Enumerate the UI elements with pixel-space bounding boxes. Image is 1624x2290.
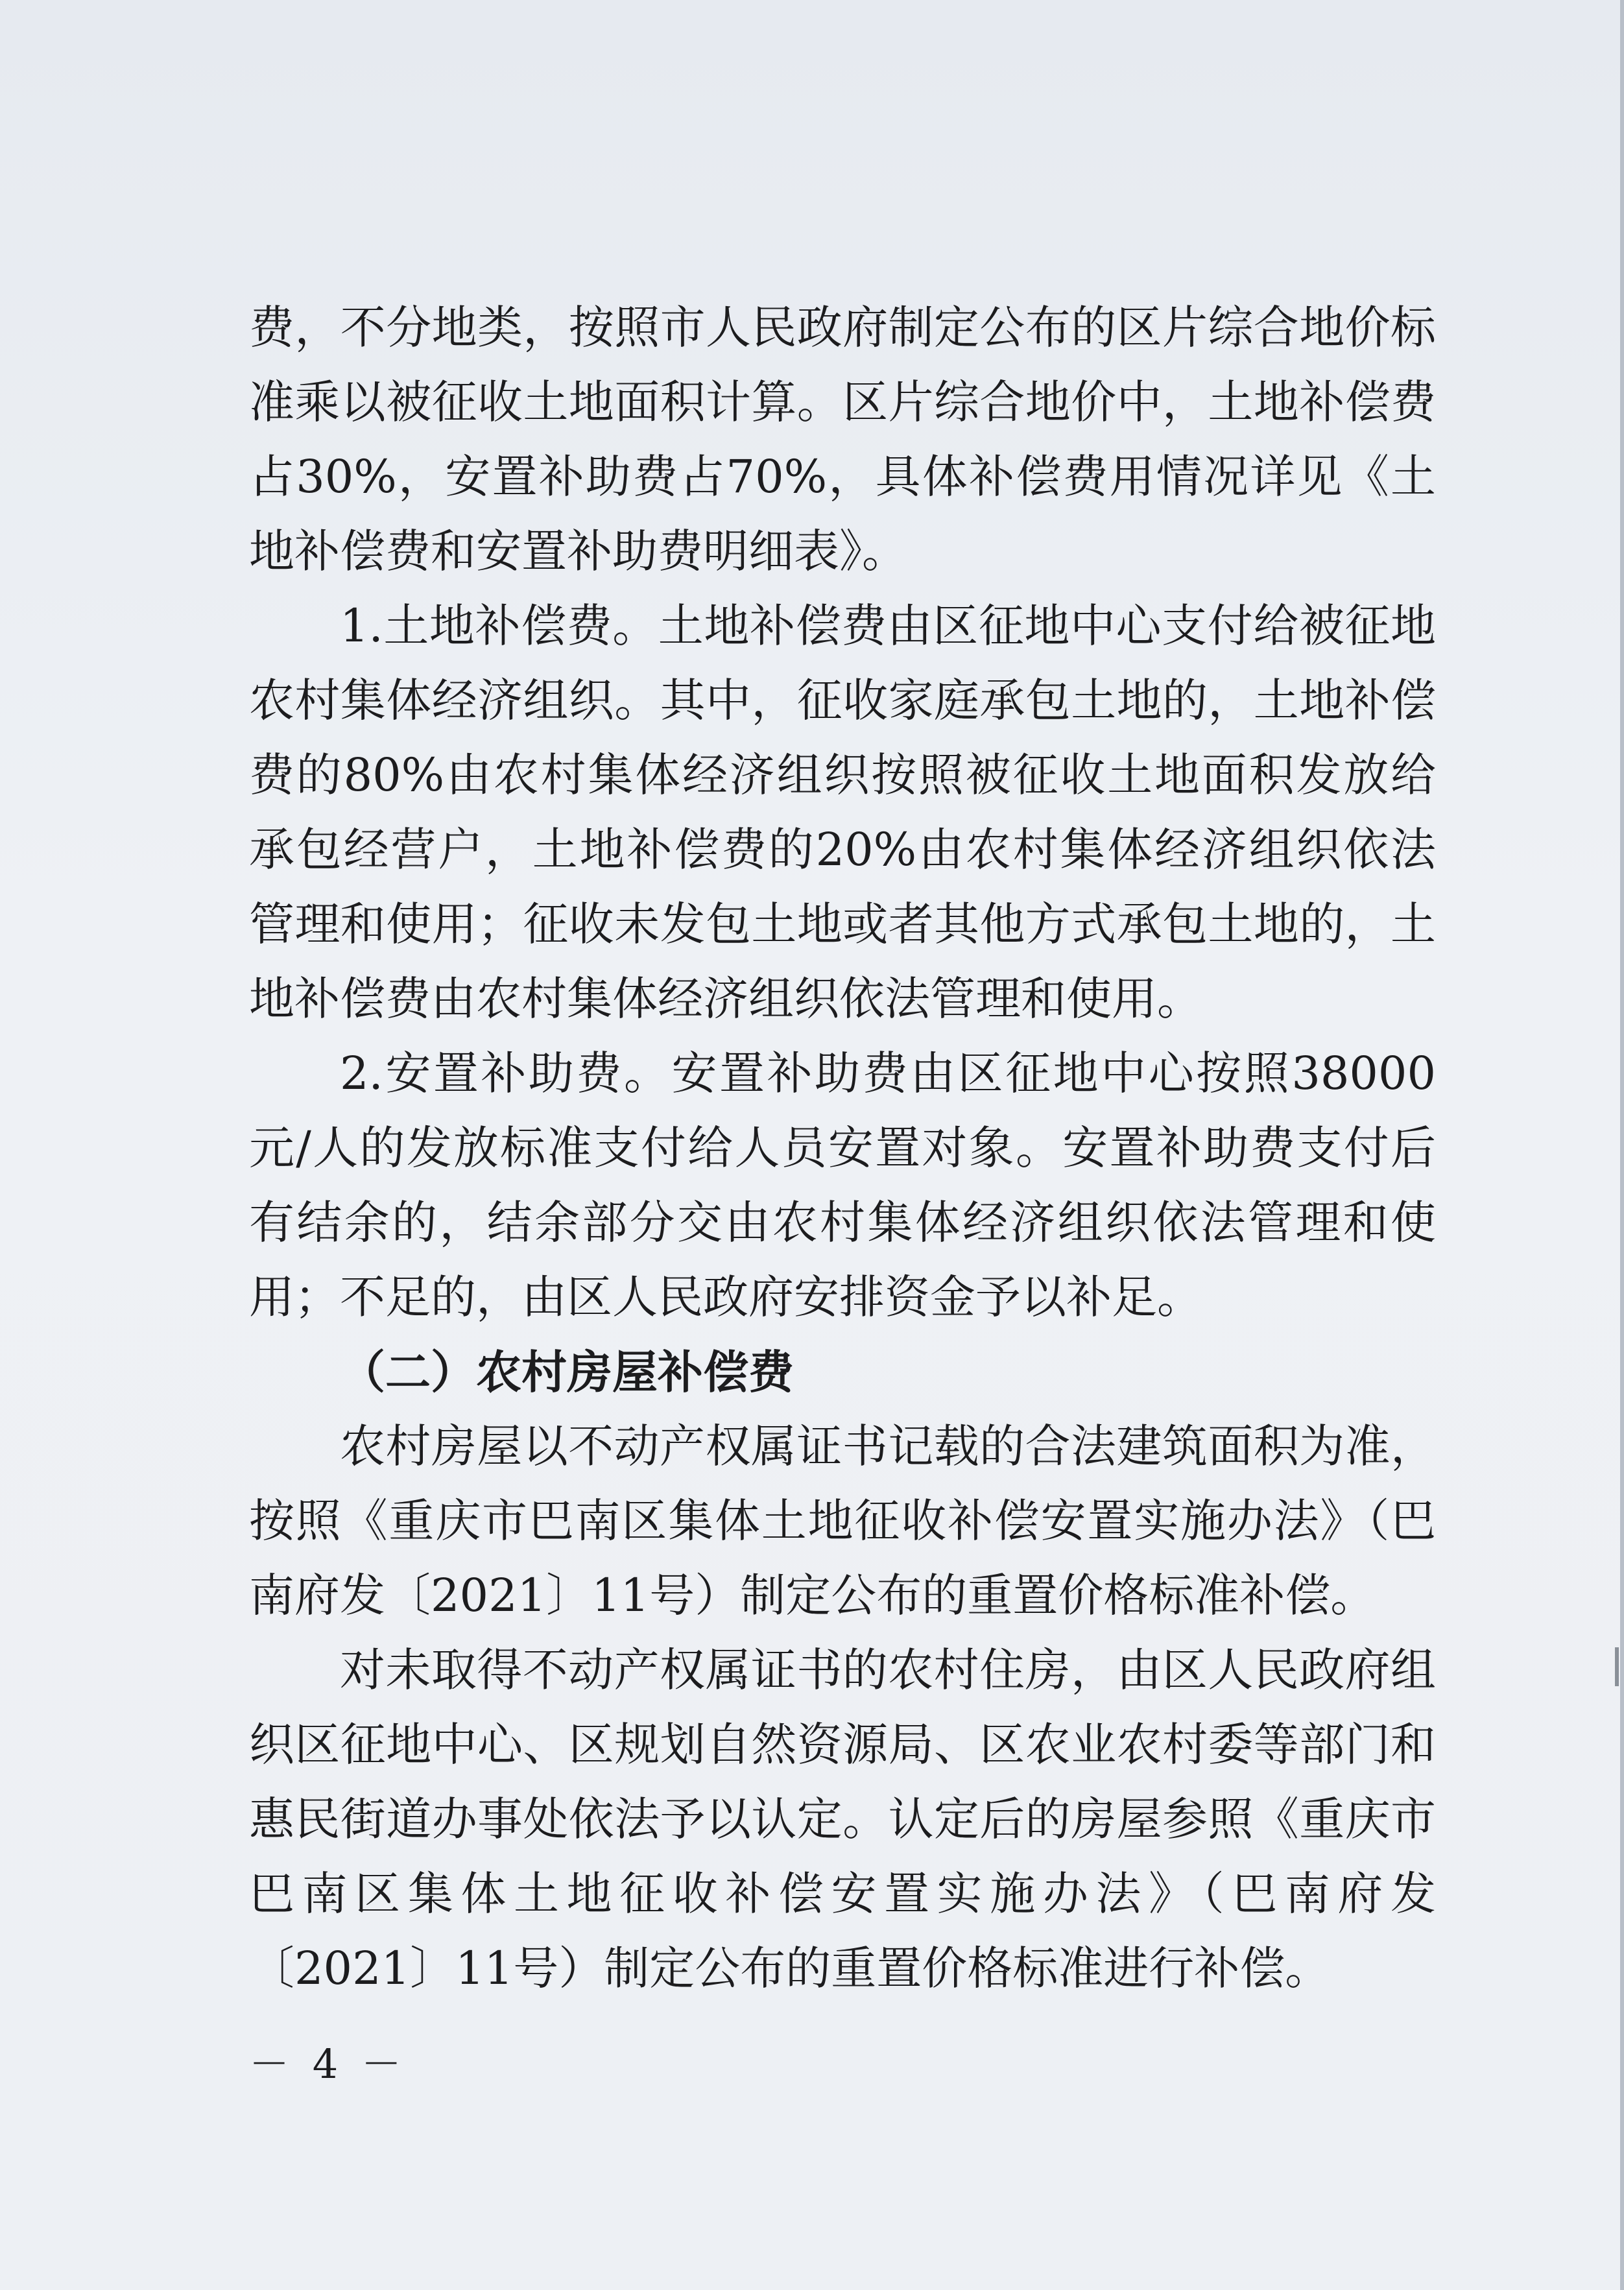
paragraph-resettlement-subsidy: 2.安置补助费。安置补助费由区征地中心按照38000元/人的发放标准支付给人员安置对象。安置补助费支付后有结余的，结余部分交由农村集体经济组织依法管理和使用；不足的，由区人民政府安排资金予以补足。 (249, 1047, 1436, 1324)
paragraph-continuation: 费，不分地类，按照市人民政府制定公布的区片综合地价标准乘以被征收土地面积计算。区片综合地价中，土地补偿费占30%，安置补助费占70%，具体补偿费用情况详见《土地补偿费和安置补助费明细表》。 (249, 301, 1436, 578)
scan-edge-mark (1615, 1647, 1619, 1686)
paragraph-house-compensation: 农村房屋以不动产权属证书记载的合法建筑面积为准，按照《重庆市巴南区集体土地征收补偿安置实施办法》（巴南府发〔2021〕11号）制定公布的重置价格标准补偿。 (249, 1420, 1436, 1622)
page-number: － 4 － (249, 2040, 407, 2088)
body-text (249, 291, 1436, 2006)
section-heading-house-compensation: （二）农村房屋补偿费 (340, 1345, 794, 1399)
paragraph-unregistered-housing: 对未取得不动产权属证书的农村住房，由区人民政府组织区征地中心、区规划自然资源局、区农业农村委等部门和惠民街道办事处依法予以认定。认定后的房屋参照《重庆市巴南区集体土地征收补偿安置实施办法》（巴南府发〔2021〕11号）制定公布的重置价格标准进行补偿。 (249, 1643, 1436, 1995)
paragraph-land-compensation: 1.土地补偿费。土地补偿费由区征地中心支付给被征地农村集体经济组织。其中，征收家庭承包土地的，土地补偿费的80%由农村集体经济组织按照被征收土地面积发放给承包经营户，土地补偿费的20%由农村集体经济组织依法管理和使用；征收未发包土地或者其他方式承包土地的，土地补偿费由农村集体经济组织依法管理和使用。 (249, 599, 1436, 1025)
